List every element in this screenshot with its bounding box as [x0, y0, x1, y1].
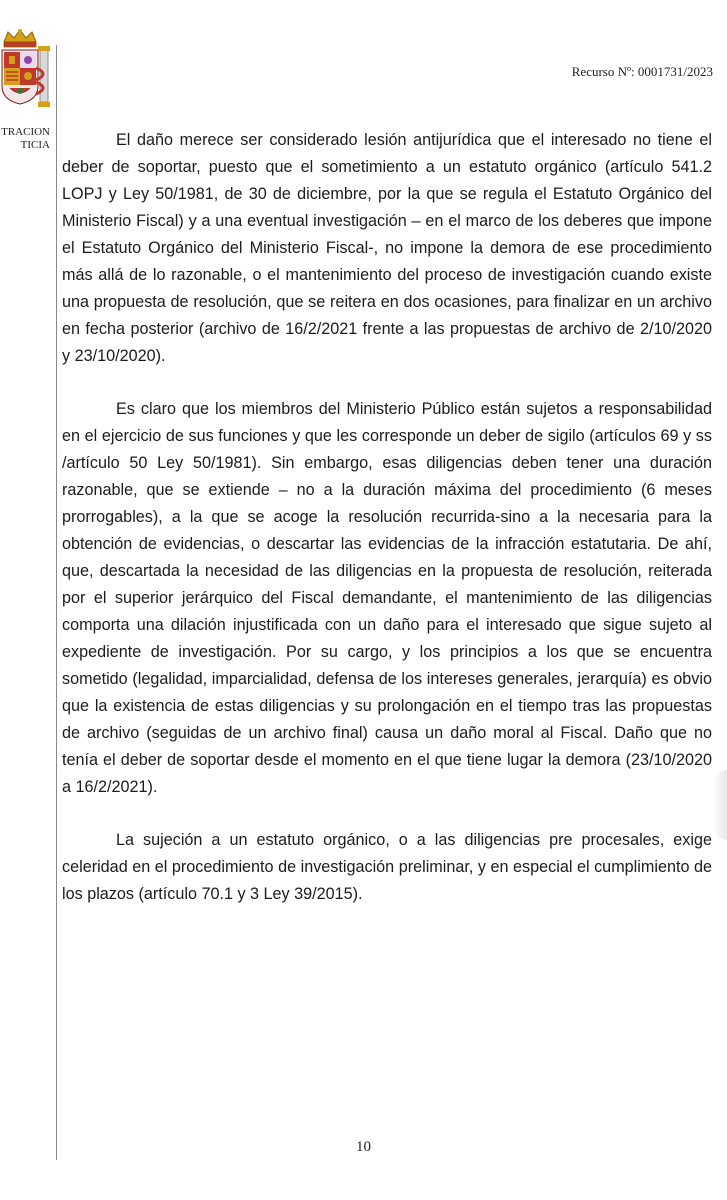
- logo-text-line-1: TRACION: [1, 126, 50, 138]
- paragraph-2: Es claro que los miembros del Ministerio Público están sujetos a responsabilidad en el ejercicio de sus funciones y que les corresponde un deber de sigilo (artículos 69 y ss /artículo 50 Ley 50/1981). Sin embargo, esas diligencias deben tener una duración razonable, que se extiende – no a la duración máxima del procedimiento (6 meses prorrogables), a la que se acoge la resolución recurrida-sino a la necesaria para la obtención de evidencias, o descartar las evidencias de la infracción estatutaria. De ahí, que, descartada la necesidad de las diligencias en la propuesta de resolución, reiterada por el superior jerárquico del Fiscal demandante, el mantenimiento de las diligencias comporta una dilación injustificada con un daño para el interesado que sigue sujeto al expediente de investigación. Por su cargo, y los principios a los que se encuentra sometido (legalidad, imparcialidad, defensa de los intereses generales, jerarquía) es obvio que la existencia de estas diligencias y su prolongación en el tiempo tras las propuestas de archivo (seguidas de un archivo final) causa un daño moral al Fiscal. Daño que no tenía el deber de soportar desde el momento en el que tiene lugar la demora (23/10/2020 a 16/2/2021).: [62, 400, 712, 796]
- case-number: Recurso Nº: 0001731/2023: [571, 64, 713, 79]
- coat-of-arms-icon: [0, 28, 52, 122]
- margin-rule: [56, 45, 57, 1160]
- logo-text-line-2: TICIA: [20, 139, 50, 151]
- page-edge-shadow: [713, 770, 727, 840]
- logo-text: [0, 126, 50, 152]
- paragraph-1: El daño merece ser considerado lesión antijurídica que el interesado no tiene el deber de soportar, puesto que el sometimiento a un estatuto orgánico (artículo 541.2 LOPJ y Ley 50/1981, de 30 de diciembre, por la que se regula el Estatuto Orgánico del Ministerio Fiscal) y a una eventual investigación – en el marco de los deberes que impone el Estatuto Orgánico del Ministerio Fiscal-, no impone la demora de ese procedimiento más allá de lo razonable, o el mantenimiento del proceso de investigación cuando existe una propuesta de resolución, que se reitera en dos ocasiones, para finalizar en un archivo en fecha posterior (archivo de 16/2/2021 frente a las propuestas de archivo de 2/10/2020 y 23/10/2020).: [62, 131, 712, 365]
- paragraph-3: La sujeción a un estatuto orgánico, o a las diligencias pre procesales, exige celeridad en el procedimiento de investigación preliminar, y en especial el cumplimiento de los plazos (artículo 70.1 y 3 Ley 39/2015).: [62, 831, 712, 903]
- page-number: 10: [356, 1139, 371, 1155]
- document-body: [62, 127, 712, 934]
